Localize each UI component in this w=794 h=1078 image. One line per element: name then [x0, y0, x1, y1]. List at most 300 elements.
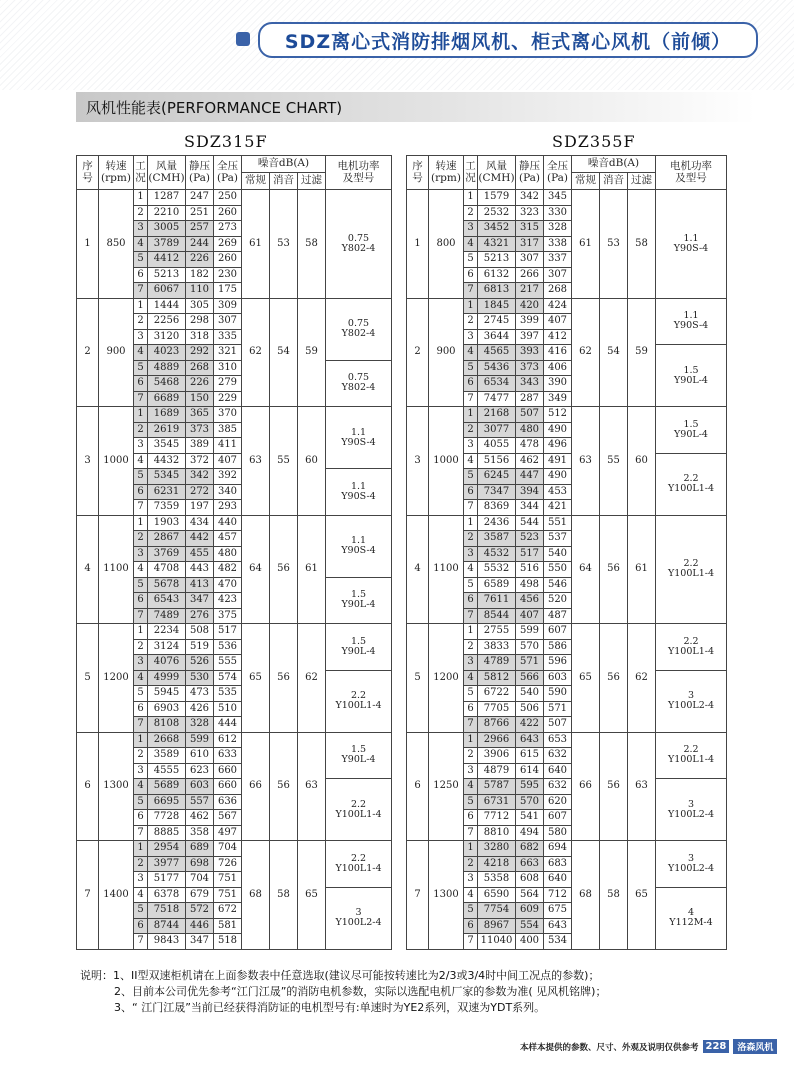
flow-cell: 2755: [478, 624, 516, 640]
static-pressure-cell: 217: [516, 283, 544, 299]
condition-cell: 2: [464, 748, 478, 764]
condition-cell: 4: [134, 887, 148, 903]
noise-cell: 62: [572, 298, 600, 407]
condition-cell: 5: [464, 577, 478, 593]
flow-cell: 1689: [148, 407, 186, 423]
motor-power: 2.2: [350, 852, 367, 864]
motor-type: Y100L2-4: [667, 808, 714, 820]
header-flow-line2: (CMH): [478, 171, 515, 184]
flow-cell: 1845: [478, 298, 516, 314]
flow-cell: 2210: [148, 205, 186, 221]
static-pressure-cell: 679: [186, 887, 214, 903]
total-pressure-cell: 675: [544, 903, 572, 919]
condition-cell: 3: [134, 329, 148, 345]
total-pressure-cell: 726: [214, 856, 242, 872]
condition-cell: 7: [134, 283, 148, 299]
header-motor-line2: 及型号: [675, 171, 707, 184]
group-speed: 1200: [99, 624, 134, 733]
static-pressure-cell: 276: [186, 608, 214, 624]
condition-cell: 4: [464, 453, 478, 469]
condition-cell: 1: [134, 515, 148, 531]
total-pressure-cell: 672: [214, 903, 242, 919]
condition-cell: 6: [134, 484, 148, 500]
condition-cell: 5: [464, 794, 478, 810]
motor-cell: [326, 670, 392, 732]
total-pressure-cell: 480: [214, 546, 242, 562]
total-pressure-cell: 407: [214, 453, 242, 469]
static-pressure-cell: 570: [516, 794, 544, 810]
header-condition: [134, 156, 148, 190]
flow-cell: 6813: [478, 283, 516, 299]
condition-cell: 2: [464, 205, 478, 221]
flow-cell: 4023: [148, 345, 186, 361]
motor-power: 1.5: [683, 364, 699, 376]
noise-cell: 68: [572, 841, 600, 950]
table-row: [77, 732, 392, 748]
condition-cell: 6: [134, 918, 148, 934]
motor-cell: [656, 624, 727, 671]
noise-cell: 61: [298, 515, 326, 624]
static-pressure-cell: 182: [186, 267, 214, 283]
total-pressure-cell: 497: [214, 825, 242, 841]
motor-cell: [326, 469, 392, 516]
header-noise-filtered: 过滤: [628, 173, 656, 190]
total-pressure-cell: 643: [544, 918, 572, 934]
header-total-pressure-line1: 全压: [547, 160, 568, 173]
total-pressure-cell: 555: [214, 655, 242, 671]
condition-cell: 6: [464, 701, 478, 717]
motor-type: Y100L1-4: [667, 483, 714, 494]
total-pressure-cell: 518: [214, 934, 242, 950]
motor-power: 0.75: [347, 372, 370, 384]
total-pressure-cell: 633: [214, 748, 242, 764]
table-row: [77, 624, 392, 640]
flow-cell: 8108: [148, 717, 186, 733]
total-pressure-cell: 607: [544, 810, 572, 826]
page-footer: [520, 1039, 777, 1054]
condition-cell: 5: [134, 252, 148, 268]
header-flow: [148, 156, 186, 190]
static-pressure-cell: 446: [186, 918, 214, 934]
motor-power: 3: [687, 798, 695, 810]
motor-type: Y90S-4: [341, 545, 376, 556]
total-pressure-cell: 712: [544, 887, 572, 903]
motor-type: Y90S-4: [341, 490, 376, 502]
header-decoration: [236, 32, 250, 46]
condition-cell: 1: [134, 190, 148, 206]
header-noise: 噪音dB(A): [242, 156, 326, 173]
group-speed: 1200: [429, 624, 464, 733]
static-pressure-cell: 292: [186, 345, 214, 361]
table-row: [407, 624, 727, 640]
flow-cell: 3906: [478, 748, 516, 764]
total-pressure-cell: 581: [214, 918, 242, 934]
total-pressure-cell: 535: [214, 686, 242, 702]
condition-cell: 2: [464, 856, 478, 872]
motor-cell: [326, 515, 392, 577]
motor-type: Y100L1-4: [667, 645, 714, 657]
noise-cell: 54: [600, 298, 628, 407]
flow-cell: 5532: [478, 562, 516, 578]
group-speed: 900: [99, 298, 134, 407]
motor-type: Y100L1-4: [667, 568, 714, 580]
condition-cell: 6: [134, 810, 148, 826]
footer-disclaimer: 本样本提供的参数、尺寸、外观及说明仅供参考: [520, 1042, 699, 1053]
motor-type: Y112M-4: [669, 917, 713, 928]
note-2: 2、目前本公司优先参考“江门江晟”的消防电机参数，实际以选配电机厂家的参数为准( 见风机铭牌)；: [114, 985, 607, 998]
header-speed: [99, 156, 134, 190]
flow-cell: 7347: [478, 484, 516, 500]
flow-cell: 5812: [478, 670, 516, 686]
static-pressure-cell: 420: [516, 298, 544, 314]
total-pressure-cell: 370: [214, 407, 242, 423]
condition-cell: 4: [464, 779, 478, 795]
static-pressure-cell: 442: [186, 531, 214, 547]
flow-cell: 5787: [478, 779, 516, 795]
static-pressure-cell: 307: [516, 252, 544, 268]
flow-cell: 8810: [478, 825, 516, 841]
header-total-pressure-line1: 全压: [217, 160, 238, 173]
noise-cell: 63: [572, 407, 600, 516]
static-pressure-cell: 682: [516, 841, 544, 857]
static-pressure-cell: 663: [516, 856, 544, 872]
static-pressure-cell: 315: [516, 221, 544, 237]
header-motor-line1: 电机功率: [670, 160, 712, 173]
motor-type: Y90L-4: [341, 754, 376, 766]
static-pressure-cell: 268: [186, 360, 214, 376]
condition-cell: 3: [464, 872, 478, 888]
condition-cell: 6: [464, 918, 478, 934]
noise-cell: 61: [242, 190, 270, 299]
flow-cell: 3545: [148, 438, 186, 454]
section-header: [76, 92, 756, 122]
flow-cell: 11040: [478, 934, 516, 950]
static-pressure-cell: 506: [516, 701, 544, 717]
header-flow-line1: 风量: [156, 160, 177, 173]
condition-cell: 7: [134, 934, 148, 950]
condition-cell: 4: [134, 236, 148, 252]
condition-cell: 3: [464, 546, 478, 562]
static-pressure-cell: 508: [186, 624, 214, 640]
total-pressure-cell: 307: [214, 314, 242, 330]
total-pressure-cell: 683: [544, 856, 572, 872]
static-pressure-cell: 323: [516, 205, 544, 221]
static-pressure-cell: 373: [186, 422, 214, 438]
motor-power: 1.1: [683, 310, 699, 322]
motor-cell: [326, 887, 392, 949]
group-number: 6: [407, 732, 429, 841]
total-pressure-cell: 335: [214, 329, 242, 345]
total-pressure-cell: 704: [214, 841, 242, 857]
header-condition-line1: 工: [465, 160, 476, 173]
noise-cell: 55: [600, 407, 628, 516]
flow-cell: 6903: [148, 701, 186, 717]
static-pressure-cell: 347: [186, 934, 214, 950]
table-row: [407, 732, 727, 748]
header-condition-line1: 工: [135, 160, 146, 173]
condition-cell: 7: [134, 391, 148, 407]
group-number: 5: [77, 624, 99, 733]
noise-cell: 58: [628, 190, 656, 299]
motor-power: 3: [687, 690, 695, 702]
header-no: [77, 156, 99, 190]
static-pressure-cell: 287: [516, 391, 544, 407]
header-speed-line2: (rpm): [431, 171, 461, 184]
condition-cell: 1: [464, 407, 478, 423]
condition-cell: 1: [134, 407, 148, 423]
total-pressure-cell: 640: [544, 872, 572, 888]
total-pressure-cell: 337: [544, 252, 572, 268]
total-pressure-cell: 338: [544, 236, 572, 252]
total-pressure-cell: 540: [544, 546, 572, 562]
group-number: 3: [407, 407, 429, 516]
flow-cell: 6695: [148, 794, 186, 810]
condition-cell: 1: [134, 841, 148, 857]
condition-cell: 3: [464, 221, 478, 237]
flow-cell: 2436: [478, 515, 516, 531]
noise-cell: 65: [628, 841, 656, 950]
motor-cell: [656, 345, 727, 407]
group-number: 4: [407, 515, 429, 624]
static-pressure-cell: 462: [516, 453, 544, 469]
total-pressure-cell: 307: [544, 267, 572, 283]
flow-cell: 4999: [148, 670, 186, 686]
noise-cell: 64: [572, 515, 600, 624]
condition-cell: 2: [134, 422, 148, 438]
total-pressure-cell: 330: [544, 205, 572, 221]
total-pressure-cell: 612: [214, 732, 242, 748]
condition-cell: 3: [134, 438, 148, 454]
static-pressure-cell: 318: [186, 329, 214, 345]
condition-cell: 1: [464, 190, 478, 206]
total-pressure-cell: 340: [214, 484, 242, 500]
condition-cell: 7: [134, 717, 148, 733]
motor-power: 3: [355, 907, 362, 919]
header-no-line1: 序: [82, 160, 93, 173]
total-pressure-cell: 537: [544, 531, 572, 547]
total-pressure-cell: 310: [214, 360, 242, 376]
static-pressure-cell: 422: [516, 717, 544, 733]
total-pressure-cell: 349: [544, 391, 572, 407]
static-pressure-cell: 462: [186, 810, 214, 826]
noise-cell: 62: [242, 298, 270, 407]
static-pressure-cell: 608: [516, 872, 544, 888]
total-pressure-cell: 424: [544, 298, 572, 314]
static-pressure-cell: 372: [186, 453, 214, 469]
group-number: 4: [77, 515, 99, 624]
condition-cell: 3: [134, 221, 148, 237]
motor-type: Y802-4: [341, 242, 376, 254]
condition-cell: 7: [464, 283, 478, 299]
condition-cell: 1: [464, 515, 478, 531]
noise-cell: 56: [600, 515, 628, 624]
condition-cell: 1: [464, 841, 478, 857]
static-pressure-cell: 572: [186, 903, 214, 919]
total-pressure-cell: 328: [544, 221, 572, 237]
condition-cell: 5: [134, 903, 148, 919]
static-pressure-cell: 447: [516, 469, 544, 485]
static-pressure-cell: 689: [186, 841, 214, 857]
motor-cell: [656, 298, 727, 345]
condition-cell: 2: [134, 639, 148, 655]
static-pressure-cell: 226: [186, 252, 214, 268]
group-number: 3: [77, 407, 99, 516]
condition-cell: 5: [464, 360, 478, 376]
noise-cell: 61: [572, 190, 600, 299]
static-pressure-cell: 456: [516, 593, 544, 609]
flow-cell: 4789: [478, 655, 516, 671]
condition-cell: 7: [464, 391, 478, 407]
total-pressure-cell: 496: [544, 438, 572, 454]
motor-cell: [656, 407, 727, 454]
condition-cell: 7: [464, 500, 478, 516]
condition-cell: 7: [464, 717, 478, 733]
total-pressure-cell: 392: [214, 469, 242, 485]
static-pressure-cell: 480: [516, 422, 544, 438]
static-pressure-cell: 570: [516, 639, 544, 655]
motor-type: Y90L-4: [674, 428, 708, 440]
total-pressure-cell: 491: [544, 453, 572, 469]
flow-cell: 3124: [148, 639, 186, 655]
flow-cell: 7489: [148, 608, 186, 624]
motor-type: Y100L2-4: [335, 917, 382, 928]
flow-cell: 3452: [478, 221, 516, 237]
page-number: 228: [703, 1040, 730, 1053]
static-pressure-cell: 643: [516, 732, 544, 748]
flow-cell: 2532: [478, 205, 516, 221]
condition-cell: 2: [464, 314, 478, 330]
table-row: [77, 841, 392, 857]
noise-cell: 61: [628, 515, 656, 624]
condition-cell: 4: [464, 562, 478, 578]
flow-cell: 4412: [148, 252, 186, 268]
static-pressure-cell: 305: [186, 298, 214, 314]
flow-cell: 4076: [148, 655, 186, 671]
total-pressure-cell: 632: [544, 779, 572, 795]
total-pressure-cell: 457: [214, 531, 242, 547]
condition-cell: 3: [134, 872, 148, 888]
condition-cell: 2: [134, 314, 148, 330]
motor-cell: [656, 779, 727, 841]
condition-cell: 7: [134, 825, 148, 841]
noise-cell: 65: [242, 624, 270, 733]
flow-cell: 5689: [148, 779, 186, 795]
static-pressure-cell: 540: [516, 686, 544, 702]
total-pressure-cell: 660: [214, 763, 242, 779]
flow-cell: 6245: [478, 469, 516, 485]
flow-cell: 7712: [478, 810, 516, 826]
static-pressure-cell: 564: [516, 887, 544, 903]
motor-power: 1.5: [350, 635, 367, 647]
motor-cell: [326, 190, 392, 299]
static-pressure-cell: 610: [186, 748, 214, 764]
group-speed: 1100: [99, 515, 134, 624]
condition-cell: 2: [464, 422, 478, 438]
condition-cell: 4: [134, 453, 148, 469]
header-no-line1: 序: [412, 160, 423, 173]
static-pressure-cell: 494: [516, 825, 544, 841]
total-pressure-cell: 620: [544, 794, 572, 810]
motor-power: 0.75: [347, 318, 370, 330]
header-condition: [464, 156, 478, 190]
group-number: 6: [77, 732, 99, 841]
condition-cell: 5: [134, 686, 148, 702]
total-pressure-cell: 487: [544, 608, 572, 624]
flow-cell: 7705: [478, 701, 516, 717]
motor-type: Y802-4: [341, 328, 376, 339]
condition-cell: 7: [134, 608, 148, 624]
flow-cell: 4565: [478, 345, 516, 361]
noise-cell: 56: [600, 732, 628, 841]
noise-cell: 63: [298, 732, 326, 841]
static-pressure-cell: 399: [516, 314, 544, 330]
total-pressure-cell: 636: [214, 794, 242, 810]
condition-cell: 3: [134, 655, 148, 671]
motor-power: 2.2: [683, 473, 699, 485]
noise-cell: 58: [298, 190, 326, 299]
static-pressure-cell: 571: [516, 655, 544, 671]
motor-type: Y100L1-4: [335, 700, 382, 711]
condition-cell: 2: [134, 856, 148, 872]
static-pressure-cell: 373: [516, 360, 544, 376]
model-title-left: SDZ315F: [184, 132, 268, 151]
flow-cell: 2745: [478, 314, 516, 330]
flow-cell: 3833: [478, 639, 516, 655]
total-pressure-cell: 482: [214, 562, 242, 578]
table-row: [77, 190, 392, 206]
condition-cell: 4: [134, 670, 148, 686]
notes: [80, 968, 606, 1016]
noise-cell: 66: [572, 732, 600, 841]
static-pressure-cell: 389: [186, 438, 214, 454]
flow-cell: 2168: [478, 407, 516, 423]
flow-cell: 3077: [478, 422, 516, 438]
static-pressure-cell: 541: [516, 810, 544, 826]
motor-cell: [326, 298, 392, 360]
total-pressure-cell: 596: [544, 655, 572, 671]
condition-cell: 5: [464, 252, 478, 268]
total-pressure-cell: 229: [214, 391, 242, 407]
total-pressure-cell: 412: [544, 329, 572, 345]
flow-cell: 9843: [148, 934, 186, 950]
condition-cell: 4: [464, 670, 478, 686]
total-pressure-cell: 517: [214, 624, 242, 640]
total-pressure-cell: 507: [544, 717, 572, 733]
condition-cell: 7: [464, 825, 478, 841]
static-pressure-cell: 498: [516, 577, 544, 593]
header-noise: 噪音dB(A): [572, 156, 656, 173]
flow-cell: 2619: [148, 422, 186, 438]
static-pressure-cell: 328: [186, 717, 214, 733]
flow-cell: 4708: [148, 562, 186, 578]
total-pressure-cell: 444: [214, 717, 242, 733]
condition-cell: 3: [464, 329, 478, 345]
flow-cell: 4889: [148, 360, 186, 376]
motor-power: 2.2: [350, 798, 367, 810]
static-pressure-cell: 507: [516, 407, 544, 423]
static-pressure-cell: 517: [516, 546, 544, 562]
flow-cell: 8967: [478, 918, 516, 934]
total-pressure-cell: 390: [544, 376, 572, 392]
total-pressure-cell: 546: [544, 577, 572, 593]
noise-cell: 64: [242, 515, 270, 624]
noise-cell: 66: [242, 732, 270, 841]
flow-cell: 6590: [478, 887, 516, 903]
header-speed-line2: (rpm): [101, 171, 131, 184]
condition-cell: 4: [464, 887, 478, 903]
noise-cell: 59: [628, 298, 656, 407]
flow-cell: 5177: [148, 872, 186, 888]
